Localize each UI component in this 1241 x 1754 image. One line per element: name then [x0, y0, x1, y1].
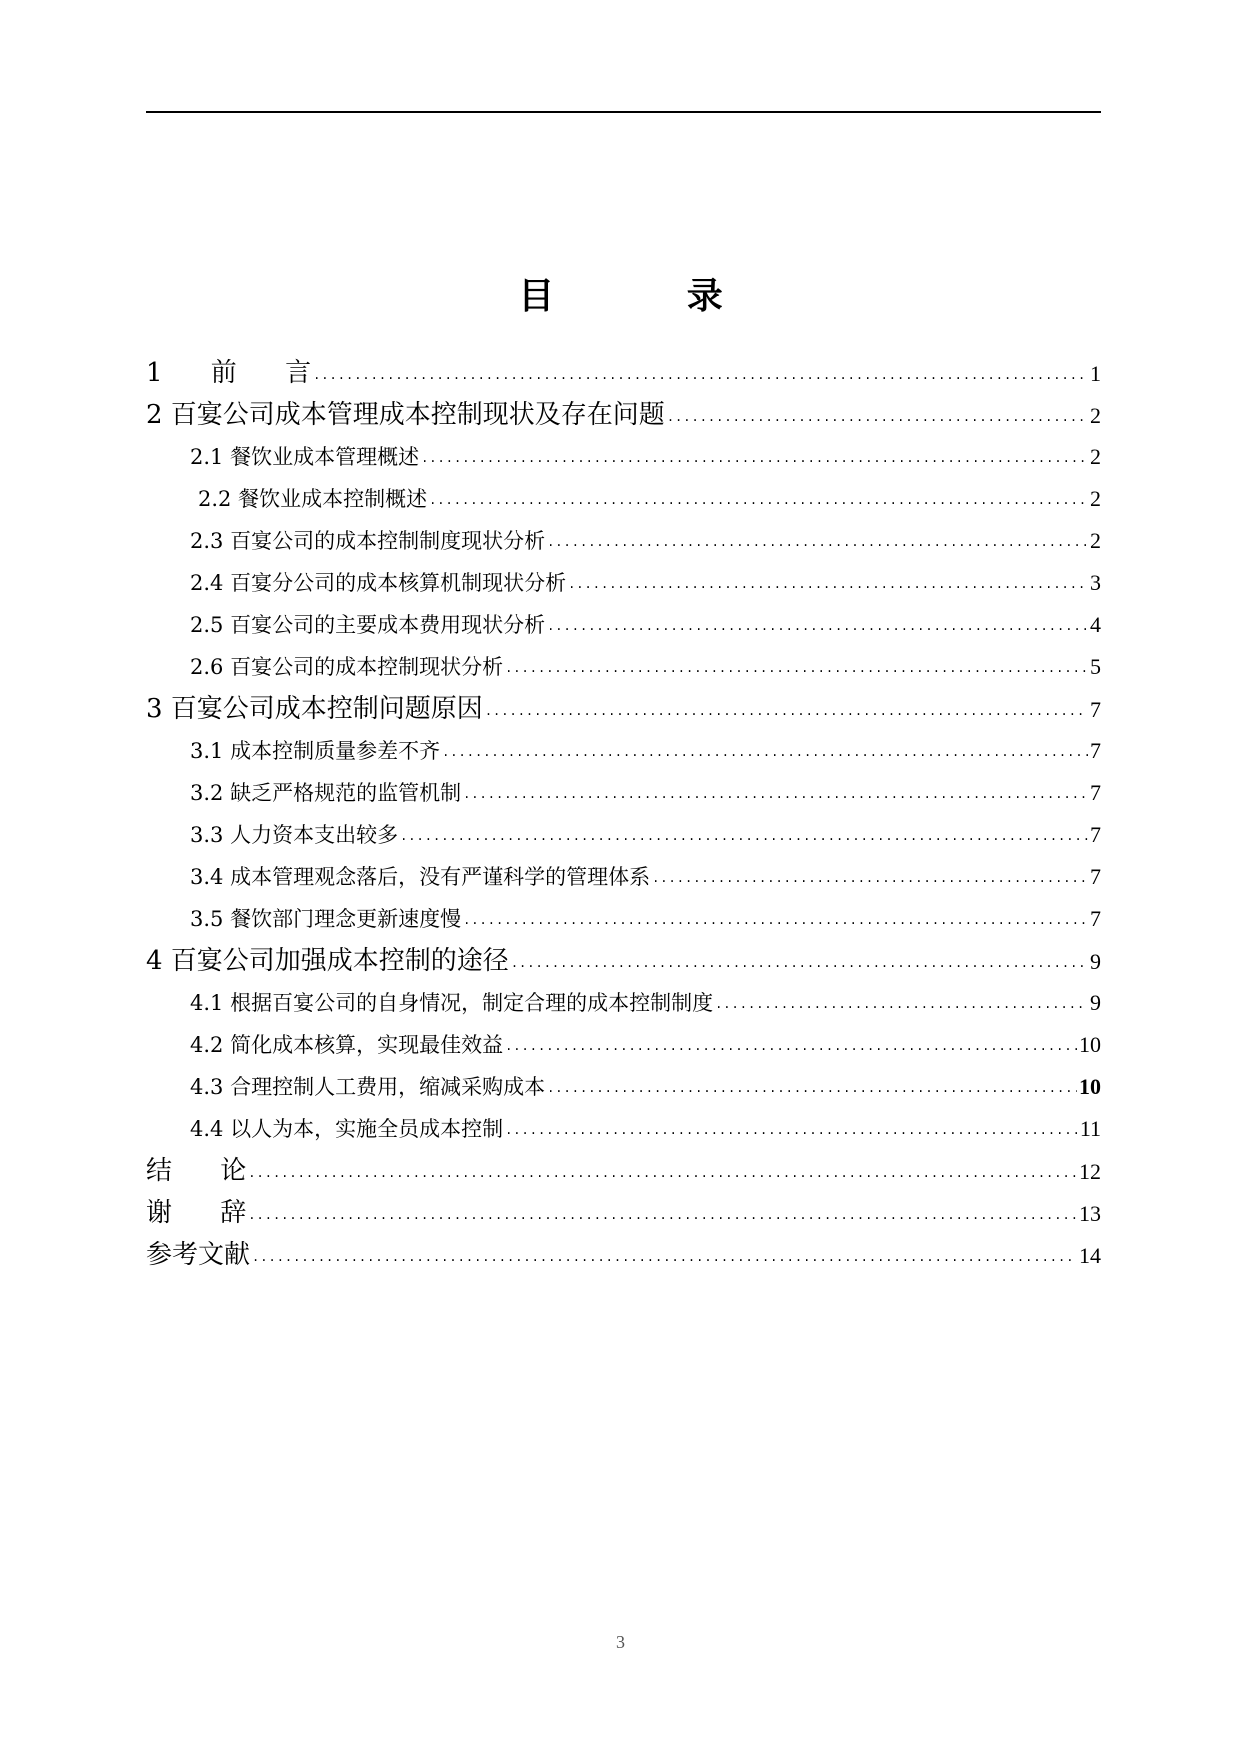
toc-entry-label: 4 百宴公司加强成本控制的途径	[146, 946, 509, 976]
toc-leader-dots	[421, 437, 1088, 479]
toc-entry-page: 9	[1090, 949, 1101, 974]
toc-entry[interactable]	[146, 1192, 1101, 1234]
toc-entry-page: 2	[1090, 444, 1101, 469]
toc-entry-label: 2.6 百宴公司的成本控制现状分析	[190, 655, 504, 679]
toc-entry[interactable]	[146, 772, 1101, 814]
toc-entry[interactable]	[146, 562, 1101, 604]
toc-leader-dots	[252, 1236, 1077, 1278]
toc-entry-page: 7	[1090, 822, 1101, 847]
toc-leader-dots	[715, 983, 1088, 1025]
toc-entry-label: 参考文献	[146, 1240, 251, 1270]
toc-entry-page: 7	[1090, 906, 1101, 931]
toc-entry-label: 3 百宴公司成本控制问题原因	[146, 694, 483, 724]
toc-entry-label: 2 百宴公司成本管理成本控制现状及存在问题	[146, 400, 665, 430]
toc-leader-dots	[652, 857, 1088, 899]
toc-entry[interactable]	[146, 940, 1101, 982]
toc-leader-dots	[547, 605, 1088, 647]
toc-entry-label: 2.1 餐饮业成本管理概述	[190, 445, 420, 469]
toc-entry[interactable]	[146, 688, 1101, 730]
toc-entry-label: 3.1 成本控制质量参差不齐	[190, 739, 441, 763]
toc-entry[interactable]	[146, 1024, 1101, 1066]
toc-entry-label: 2.4 百宴分公司的成本核算机制现状分析	[190, 571, 567, 595]
toc-leader-dots	[429, 479, 1088, 521]
toc-entry-label: 2.3 百宴公司的成本控制制度现状分析	[190, 529, 546, 553]
toc-entry-page: 13	[1079, 1201, 1101, 1226]
toc-entry[interactable]	[146, 1066, 1101, 1108]
toc-entry[interactable]	[146, 1234, 1101, 1276]
toc-entry-page: 10	[1079, 1074, 1101, 1099]
toc-entry-page: 2	[1090, 403, 1101, 428]
toc-entry-label: 4.4 以人为本，实施全员成本控制	[190, 1117, 504, 1141]
toc-entry-label: 4.1 根据百宴公司的自身情况，制定合理的成本控制制度	[190, 991, 714, 1015]
toc-entry[interactable]	[146, 646, 1101, 688]
toc-entry[interactable]	[146, 436, 1101, 478]
toc-leader-dots	[568, 563, 1088, 605]
toc-entry[interactable]	[146, 1150, 1101, 1192]
toc-entry-page: 10	[1079, 1032, 1101, 1057]
toc-leader-dots	[547, 521, 1088, 563]
toc-entry-page: 5	[1090, 654, 1101, 679]
toc-title: 目 录	[518, 275, 783, 317]
toc-leader-dots	[248, 1152, 1077, 1194]
toc-entry[interactable]	[146, 520, 1101, 562]
toc-leader-dots	[547, 1067, 1077, 1109]
toc-entry-page: 14	[1079, 1243, 1101, 1268]
toc-entry-label: 谢 辞	[146, 1198, 247, 1228]
toc-entry[interactable]	[146, 898, 1101, 940]
toc-entry-page: 11	[1079, 1116, 1101, 1141]
table-of-contents	[146, 352, 1101, 1276]
toc-entry[interactable]	[146, 394, 1101, 436]
toc-entry-label: 结 论	[146, 1156, 247, 1186]
toc-entry-page: 9	[1090, 990, 1101, 1015]
toc-leader-dots	[505, 647, 1088, 689]
toc-leader-dots	[485, 690, 1088, 732]
toc-entry-label: 3.2 缺乏严格规范的监管机制	[190, 781, 462, 805]
toc-entry-page: 7	[1090, 738, 1101, 763]
toc-leader-dots	[313, 354, 1088, 396]
toc-entry-label: 2.5 百宴公司的主要成本费用现状分析	[190, 613, 546, 637]
toc-entry-page: 7	[1090, 864, 1101, 889]
toc-leader-dots	[248, 1194, 1077, 1236]
toc-entry-label: 3.5 餐饮部门理念更新速度慢	[190, 907, 462, 931]
toc-entry-label: 2.2 餐饮业成本控制概述	[198, 487, 428, 511]
toc-leader-dots	[667, 396, 1088, 438]
toc-entry[interactable]	[146, 814, 1101, 856]
toc-leader-dots	[511, 942, 1088, 984]
toc-entry[interactable]	[146, 856, 1101, 898]
toc-entry[interactable]	[146, 982, 1101, 1024]
toc-leader-dots	[442, 731, 1088, 773]
toc-entry-page: 7	[1090, 780, 1101, 805]
toc-entry-label: 3.4 成本管理观念落后，没有严谨科学的管理体系	[190, 865, 651, 889]
toc-entry-page: 12	[1079, 1159, 1101, 1184]
toc-entry[interactable]	[146, 478, 1101, 520]
toc-entry-page: 2	[1090, 528, 1101, 553]
toc-entry[interactable]	[146, 730, 1101, 772]
toc-leader-dots	[463, 773, 1088, 815]
toc-entry-page: 7	[1090, 697, 1101, 722]
page-number: 3	[616, 1632, 625, 1652]
toc-entry-page: 3	[1090, 570, 1101, 595]
toc-leader-dots	[505, 1025, 1077, 1067]
toc-entry-page: 4	[1090, 612, 1101, 637]
toc-entry-label: 4.3 合理控制人工费用，缩减采购成本	[190, 1075, 546, 1099]
toc-entry[interactable]	[146, 1108, 1101, 1150]
toc-leader-dots	[463, 899, 1088, 941]
toc-entry-label: 4.2 简化成本核算，实现最佳效益	[190, 1033, 504, 1057]
toc-entry[interactable]	[146, 352, 1101, 394]
header-rule	[146, 111, 1101, 113]
toc-entry-label: 3.3 人力资本支出较多	[190, 823, 399, 847]
toc-leader-dots	[505, 1109, 1078, 1151]
toc-entry-page: 1	[1090, 361, 1101, 386]
toc-entry-page: 2	[1090, 486, 1101, 511]
toc-leader-dots	[400, 815, 1088, 857]
toc-entry-label: 1 前 言	[146, 358, 312, 388]
toc-entry[interactable]	[146, 604, 1101, 646]
